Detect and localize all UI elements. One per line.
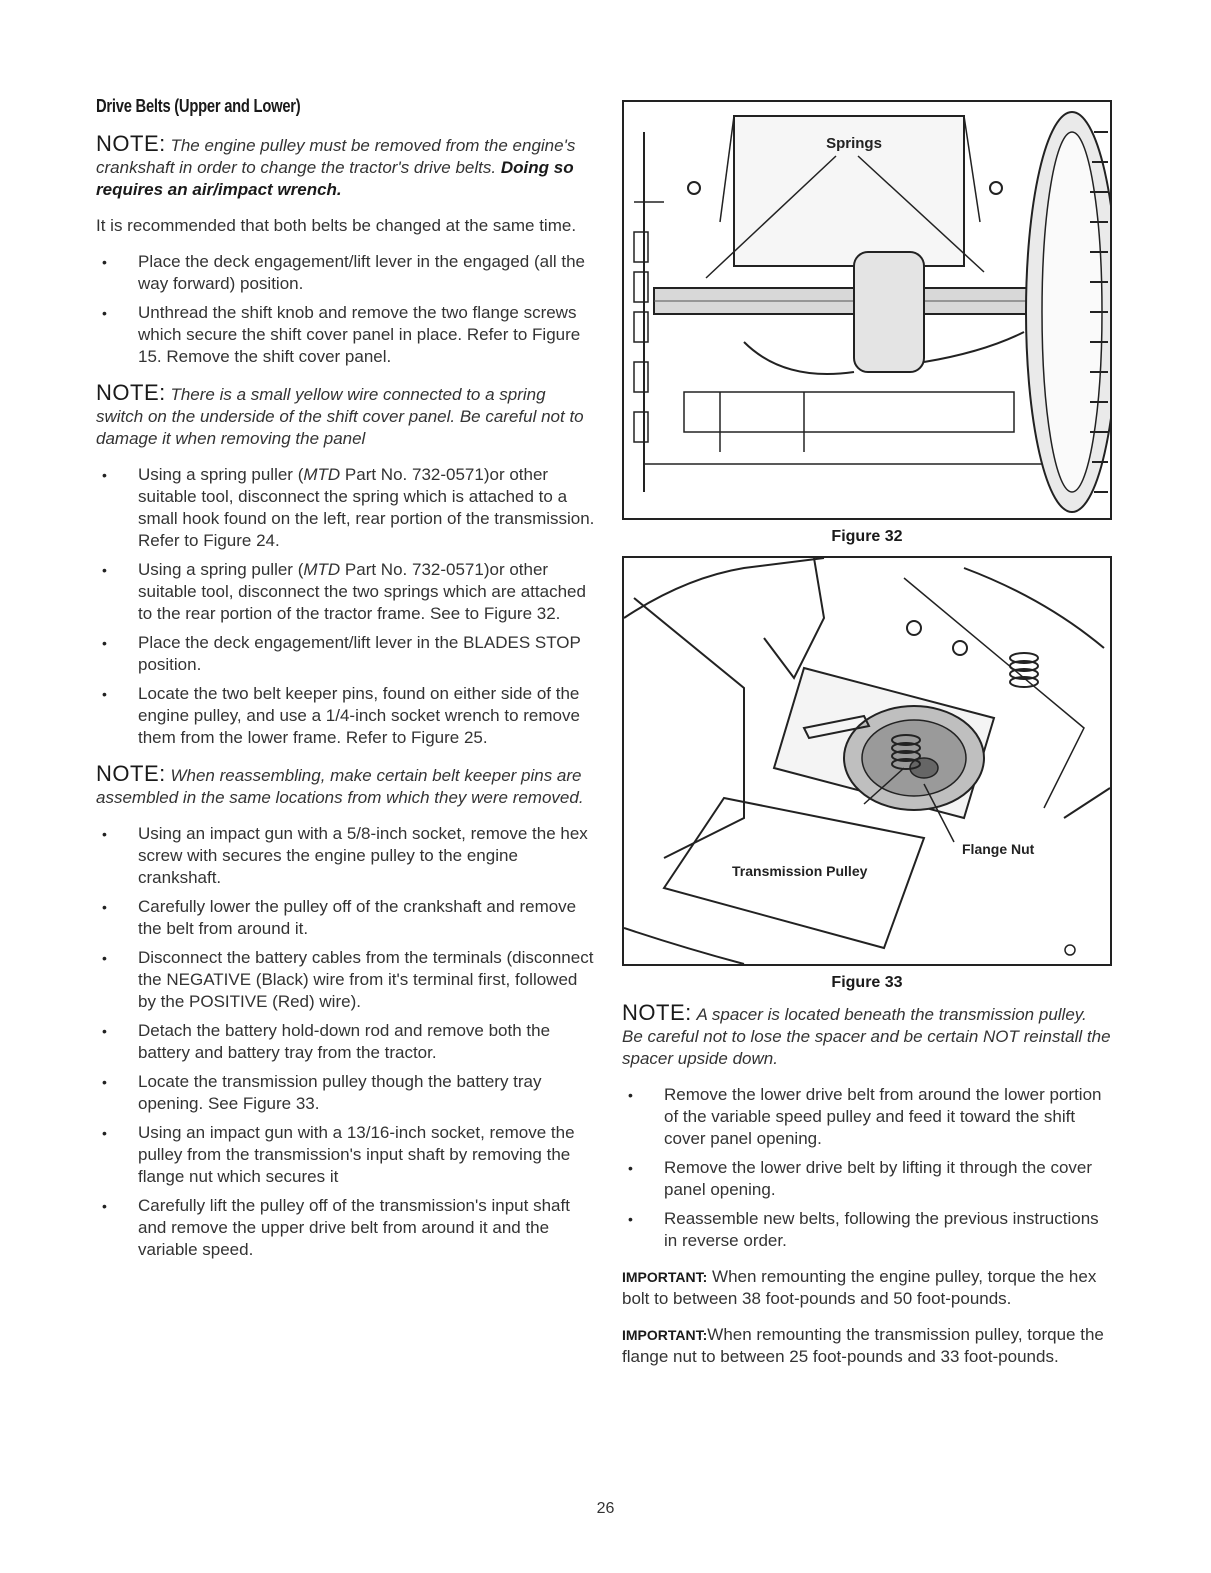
figure-32-caption: Figure 32 (831, 528, 903, 545)
list-item: • Reassemble new belts, following the previous instructions in reverse order. (622, 1208, 1112, 1252)
list-item: • Using an impact gun with a 5/8-inch socket, remove the hex screw with secures the engine pulley to the engine crankshaft. (96, 823, 596, 889)
list-item: • Locate the two belt keeper pins, found on either side of the engine pulley, and use a 1/4-inch socket wrench to remove them from the lower frame. Refer to Figure 25. (96, 683, 596, 749)
figure-33-illustration (624, 558, 1110, 964)
note-belt-keeper (96, 763, 596, 809)
list-item: • Remove the lower drive belt from around the lower portion of the variable speed pulley and feed it toward the shift cover panel opening. (622, 1084, 1112, 1150)
right-column (622, 100, 1112, 1382)
transmission-pulley-label: Transmission Pulley (732, 863, 868, 879)
important-engine-pulley (622, 1266, 1112, 1310)
list-item: • Locate the transmission pulley though the battery tray opening. See Figure 33. (96, 1071, 596, 1115)
left-column (96, 96, 596, 1275)
list-item: • Carefully lift the pulley off of the transmission's input shaft and remove the upper drive belt from around it and the variable speed. (96, 1195, 596, 1261)
figure-33-caption: Figure 33 (831, 974, 903, 991)
list-item: • Disconnect the battery cables from the terminals (disconnect the NEGATIVE (Black) wire from it's terminal first, followed by the POSITIVE (Red) wire). (96, 947, 596, 1013)
important-label: IMPORTANT: (622, 1269, 708, 1285)
note-text: There is a small yellow wire connected to a spring switch on the underside of the shift cover panel. Be careful not to damage it when removing the panel (96, 385, 584, 448)
note-warning: Doing so requires an air/impact wrench. (96, 158, 574, 199)
note-label: NOTE: (622, 1000, 692, 1025)
list-item: • Unthread the shift knob and remove the two flange screws which secure the shift cover panel in place. Refer to Figure 15. Remove the shift cover panel. (96, 302, 596, 368)
list-item: • Detach the battery hold-down rod and remove both the battery and battery tray from the tractor. (96, 1020, 596, 1064)
note-engine-pulley (96, 133, 596, 201)
page-number: 26 (596, 1500, 615, 1517)
steps-list-2 (96, 464, 596, 749)
steps-list-4 (622, 1084, 1112, 1252)
note-text: When reassembling, make certain belt keeper pins are assembled in the same locations from which they were removed. (96, 766, 584, 807)
important-transmission-pulley (622, 1324, 1112, 1368)
flange-nut-label: Flange Nut (962, 841, 1035, 857)
list-item: • Carefully lower the pulley off of the crankshaft and remove the belt from around it. (96, 896, 596, 940)
steps-list-1 (96, 251, 596, 368)
note-text: The engine pulley must be removed from the engine's crankshaft in order to change the tractor's drive belts. (96, 136, 576, 177)
springs-label: Springs (826, 135, 882, 152)
section-heading: Drive Belts (Upper and Lower) (96, 96, 301, 116)
note-yellow-wire (96, 382, 596, 450)
figure-32-illustration (624, 102, 1110, 518)
note-text: A spacer is located beneath the transmission pulley. Be careful not to lose the spacer and be certain NOT reinstall the spacer upside down. (622, 1005, 1111, 1068)
list-item: • Place the deck engagement/lift lever in the engaged (all the way forward) position. (96, 251, 596, 295)
list-item: • Place the deck engagement/lift lever in the BLADES STOP position. (96, 632, 596, 676)
list-item: • Remove the lower drive belt by lifting it through the cover panel opening. (622, 1157, 1112, 1201)
figure-32 (622, 100, 1112, 520)
recommendation-paragraph: It is recommended that both belts be changed at the same time. (96, 216, 577, 235)
note-label: NOTE: (96, 761, 166, 786)
list-item: • Using a spring puller (MTD Part No. 732-0571)or other suitable tool, disconnect the spring which is attached to a small hook found on the left, rear portion of the transmission. Refer to Figure 24. (96, 464, 596, 552)
important-label: IMPORTANT: (622, 1327, 708, 1343)
note-spacer (622, 1002, 1112, 1070)
steps-list-3 (96, 823, 596, 1261)
list-item: • Using a spring puller (MTD Part No. 732-0571)or other suitable tool, disconnect the two springs which are attached to the rear portion of the tractor frame. See to Figure 32. (96, 559, 596, 625)
important-text: When remounting the engine pulley, torque the hex bolt to between 38 foot-pounds and 50 foot-pounds. (622, 1267, 1097, 1308)
note-label: NOTE: (96, 131, 166, 156)
figure-33 (622, 556, 1112, 966)
note-label: NOTE: (96, 380, 166, 405)
important-text: When remounting the transmission pulley, torque the flange nut to between 25 foot-pounds and 33 foot-pounds. (622, 1325, 1104, 1366)
list-item: • Using an impact gun with a 13/16-inch socket, remove the pulley from the transmission's input shaft by removing the flange nut which secures it (96, 1122, 596, 1188)
